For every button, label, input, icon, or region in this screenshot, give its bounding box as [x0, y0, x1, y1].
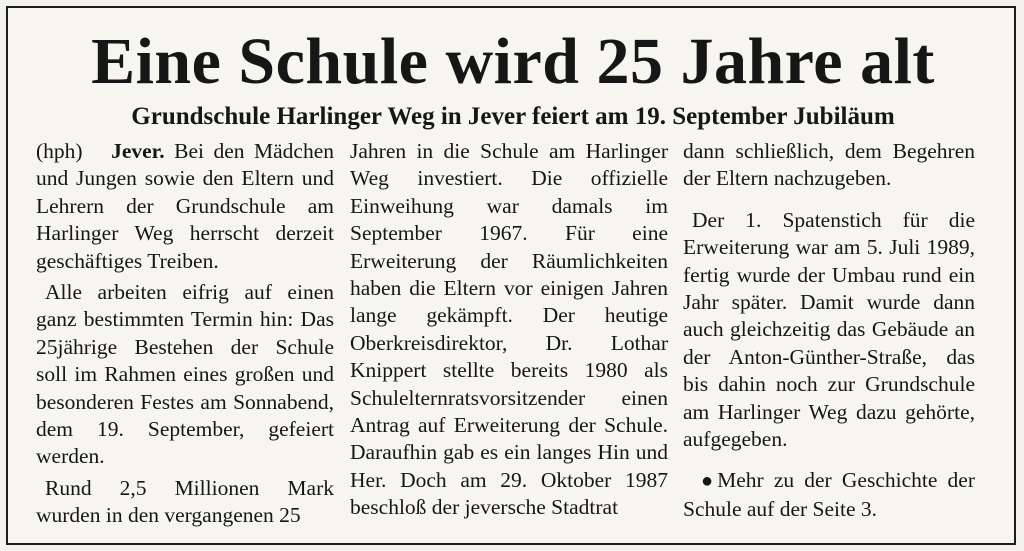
- dateline-location: Jever.: [111, 139, 165, 163]
- column-1-paragraph-2: Alle arbeiten eifrig auf einen ganz bestimmten Termin hin: Das 25jährige Bestehen der Schule soll im Rahmen eines großen und besonderen Festes am Sonnabend, dem 19. September, gefeiert werden.: [36, 280, 334, 469]
- article-column-3: [683, 138, 975, 523]
- column-3-paragraph-3: [683, 467, 975, 523]
- article-column-2: [350, 138, 668, 522]
- column-3-paragraph-1: dann schließlich, dem Begehren der Eltern nachzugeben.: [683, 139, 975, 191]
- column-1-paragraph-1-text: Bei den Mädchen und Jungen sowie den Eltern und Lehrern der Grundschule am Harlinger Weg herrscht derzeit geschäftiges Treiben.: [36, 139, 334, 273]
- column-1-paragraph-3: Rund 2,5 Millionen Mark wurden in den vergangenen 25: [36, 475, 334, 528]
- article-subheadline: Grundschule Harlinger Weg in Jever feiert am 19. September Jubiläum: [131, 103, 895, 130]
- article-headline: Eine Schule wird 25 Jahre alt: [91, 25, 935, 98]
- bullet-dot-icon: ●: [701, 470, 714, 493]
- article-column-1: [36, 138, 334, 530]
- byline: (hph): [36, 139, 83, 163]
- column-1-paragraph-1: [36, 138, 334, 275]
- column-2-paragraph-1: Jahren in die Schule am Harlinger Weg investiert. Die offizielle Einweihung war damals im September 1967. Für eine Erweiterung der Räumlichkeiten haben die Eltern vor einigen Jahren lange gekämpft. Der heutige Oberkreisdirektor, Dr. Lothar Knippert stellte bereits 1980 als Schulelternratsvorsitzender einen Antrag auf Erweiterung der Schule. Daraufhin gab es ein langes Hin und Her. Doch am 29. Oktober 1987 beschloß der jeversche Stadtrat: [350, 139, 668, 520]
- column-3-paragraph-2: Der 1. Spatenstich für die Erweiterung war am 5. Juli 1989, fertig wurde der Umbau rund ein Jahr später. Damit wurde dann auch gleichzeitig das Gebäude an der Anton-Günther-Straße, das bis dahin noch zur Grundschule am Harlinger Weg dazu gehörte, aufgegeben.: [683, 207, 975, 452]
- see-page-reference: Mehr zu der Geschichte der Schule auf der Seite 3.: [683, 468, 975, 521]
